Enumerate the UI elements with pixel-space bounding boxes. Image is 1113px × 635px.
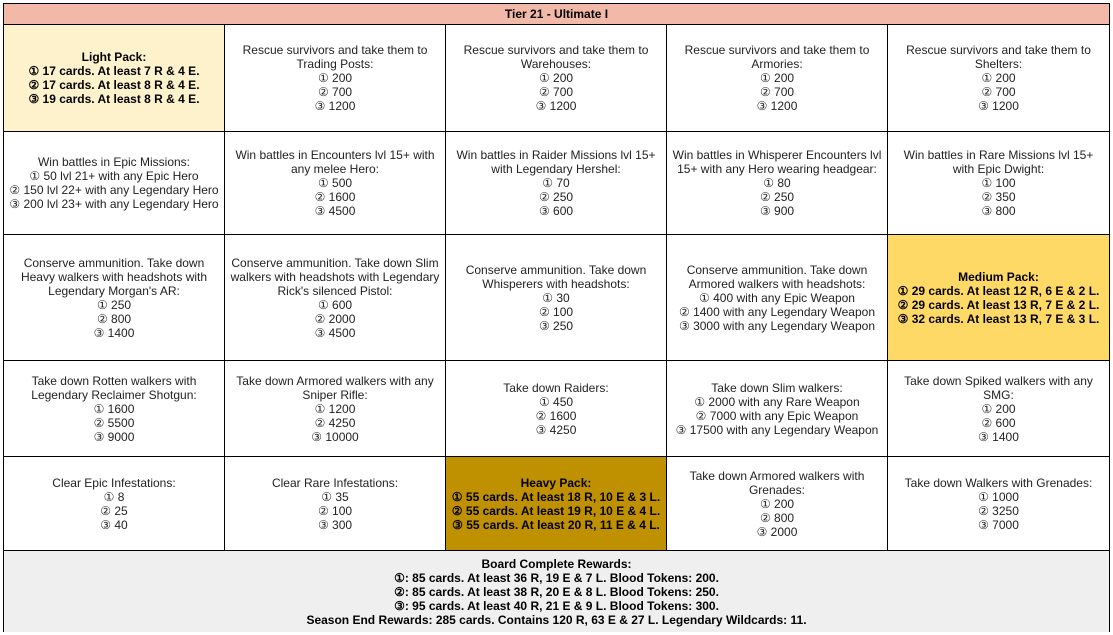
task-title: Take down Armored walkers with any Sniper Rifle: (236, 373, 434, 402)
task-cell (225, 235, 446, 361)
task-tier-line: ③ 1200 (756, 99, 798, 113)
pack-tier-line: ③ 19 cards. At least 8 R & 4 E. (28, 92, 200, 106)
task-title: Rescue survivors and take them to Warehouses: (463, 43, 649, 71)
task-tier-line: ③ 4500 (314, 325, 356, 340)
pack-tier-line: ② 17 cards. At least 8 R & 4 E. (28, 78, 200, 92)
task-tier-line: ② 100 (317, 503, 353, 518)
task-tier-line: ① 200 (538, 71, 574, 85)
task-tier-line: ① 400 with any Epic Weapon (699, 290, 855, 305)
task-tier-line: ② 700 (759, 85, 795, 99)
task-tier-line: ③ 3000 with any Legendary Weapon (678, 318, 875, 333)
task-tier-line: ③ 1200 (314, 99, 356, 113)
pack-tier-line: ③ 32 cards. At least 13 R, 7 E & 3 L. (897, 311, 1100, 326)
task-tier-line: ② 250 (538, 190, 574, 204)
task-tier-line: ① 50 lvl 21+ with any Epic Hero (29, 169, 199, 183)
task-tier-line: ② 1600 (535, 408, 577, 423)
task-cell (225, 457, 446, 551)
light-pack-cell (4, 25, 225, 132)
task-tier-line: ③ 4250 (535, 422, 577, 437)
task-tier-line: ② 3250 (978, 503, 1019, 518)
task-tier-line: ② 700 (981, 85, 1016, 99)
heavy-pack-cell (446, 457, 667, 551)
pack-title: Heavy Pack: (520, 475, 592, 490)
tier-title: Tier 21 - Ultimate I (4, 4, 1109, 25)
task-tier-line: ③ 200 lvl 23+ with any Legendary Hero (9, 197, 219, 211)
task-tier-line: ② 4250 (314, 415, 356, 430)
task-tier-line: ② 25 (100, 503, 128, 518)
pack-tier-line: ① 17 cards. At least 7 R & 4 E. (28, 64, 200, 78)
task-title: Take down Rotten walkers with Legendary Reclaimer Shotgun: (31, 373, 197, 402)
task-tier-line: ③ 7000 (978, 517, 1019, 532)
rewards-line: Season End Rewards: 285 cards. Contains 120 R, 63 E & 27 L. Legendary Wildcards: 11. (306, 612, 807, 627)
pack-title: Light Pack: (81, 50, 147, 64)
task-tier-line: ① 200 (317, 71, 353, 85)
task-title: Rescue survivors and take them to Armories: (684, 43, 870, 71)
task-tier-line: ① 70 (542, 176, 570, 190)
task-tier-line: ② 2000 (314, 311, 356, 326)
task-tier-line: ① 100 (981, 176, 1016, 190)
task-title: Rescue survivors and take them to Shelters: (906, 43, 1091, 71)
task-title: Clear Epic Infestations: (52, 475, 176, 490)
task-cell (667, 235, 888, 361)
task-tier-line: ③ 1400 (978, 429, 1019, 444)
task-title: Win battles in Rare Missions lvl 15+ with Epic Dwight: (903, 148, 1094, 176)
task-tier-line: ③ 9000 (93, 429, 135, 444)
task-cell (4, 132, 225, 235)
task-tier-line: ① 450 (538, 394, 574, 409)
task-cell (225, 361, 446, 457)
task-tier-line: ③ 1400 (93, 325, 135, 340)
task-tier-line: ③ 300 (317, 517, 353, 532)
task-title: Win battles in Whisperer Encounters lvl 15+ with any Hero wearing headgear: (672, 148, 882, 176)
task-grid (4, 25, 1109, 551)
task-tier-line: ① 35 (321, 489, 349, 504)
task-tier-line: ③ 1200 (978, 99, 1019, 113)
task-cell (667, 25, 888, 132)
task-tier-line: ① 1600 (93, 401, 135, 416)
task-tier-line: ① 2000 with any Rare Weapon (694, 394, 860, 409)
task-title: Conserve ammunition. Take down Armored walkers with headshots: (686, 262, 868, 291)
task-tier-line: ③ 600 (538, 204, 574, 218)
task-tier-line: ② 100 (538, 304, 574, 319)
task-tier-line: ② 700 (538, 85, 574, 99)
task-tier-line: ② 1600 (314, 190, 356, 204)
task-tier-line: ① 500 (317, 176, 353, 190)
task-tier-line: ② 700 (317, 85, 353, 99)
task-title: Take down Slim walkers: (711, 380, 843, 395)
task-tier-line: ③ 4500 (314, 204, 356, 218)
task-cell (225, 25, 446, 132)
task-tier-line: ② 600 (981, 415, 1016, 430)
task-title: Take down Spiked walkers with any SMG: (904, 373, 1093, 402)
task-tier-line: ③ 2000 (756, 524, 798, 539)
rewards-line: ①: 85 cards. At least 36 R, 19 E & 7 L. Blood Tokens: 200. (394, 570, 719, 585)
task-tier-line: ③ 40 (100, 517, 128, 532)
task-tier-line: ① 200 (981, 71, 1016, 85)
task-cell (446, 235, 667, 361)
task-title: Take down Walkers with Grenades: (904, 475, 1093, 490)
task-tier-line: ③ 17500 with any Legendary Weapon (675, 422, 879, 437)
pack-tier-line: ③ 55 cards. At least 20 R, 11 E & 4 L. (452, 517, 660, 532)
task-tier-line: ① 1000 (978, 489, 1019, 504)
pack-tier-line: ② 29 cards. At least 13 R, 7 E & 2 L. (897, 297, 1100, 312)
tier-board (3, 3, 1110, 632)
task-cell (667, 457, 888, 551)
task-title: Win battles in Encounters lvl 15+ with any melee Hero: (235, 148, 435, 176)
rewards-line: ③: 95 cards. At least 40 R, 21 E & 9 L. Blood Tokens: 300. (394, 598, 719, 613)
task-title: Conserve ammunition. Take down Heavy walkers with headshots with Legendary Morgan's AR: (20, 255, 208, 298)
task-tier-line: ① 250 (96, 297, 132, 312)
medium-pack-cell (888, 235, 1109, 361)
task-cell (4, 457, 225, 551)
task-cell (4, 361, 225, 457)
pack-tier-line: ② 55 cards. At least 19 R, 10 E & 4 L. (451, 503, 661, 518)
task-title: Win battles in Raider Missions lvl 15+ with Legendary Hershel: (456, 148, 656, 176)
pack-title: Medium Pack: (958, 269, 1039, 284)
task-cell (446, 361, 667, 457)
task-title: Clear Rare Infestations: (271, 475, 399, 490)
task-tier-line: ① 80 (763, 176, 791, 190)
pack-tier-line: ① 29 cards. At least 12 R, 6 E & 2 L. (897, 283, 1100, 298)
task-title: Take down Armored walkers with Grenades: (689, 468, 865, 497)
pack-tier-line: ① 55 cards. At least 18 R, 10 E & 3 L. (451, 489, 661, 504)
task-tier-line: ② 800 (96, 311, 132, 326)
task-tier-line: ② 5500 (93, 415, 135, 430)
task-tier-line: ③ 250 (538, 318, 574, 333)
task-tier-line: ① 8 (103, 489, 125, 504)
task-title: Win battles in Epic Missions: (37, 155, 191, 169)
task-tier-line: ① 200 (981, 401, 1016, 416)
task-tier-line: ③ 10000 (311, 429, 359, 444)
task-tier-line: ① 200 (759, 496, 795, 511)
rewards-heading: Board Complete Rewards: (481, 556, 632, 571)
task-tier-line: ③ 1200 (535, 99, 577, 113)
task-cell (446, 132, 667, 235)
task-cell (4, 235, 225, 361)
task-cell (225, 132, 446, 235)
board-complete-rewards (4, 551, 1109, 632)
task-cell (888, 25, 1109, 132)
task-tier-line: ② 250 (759, 190, 795, 204)
task-title: Take down Raiders: (503, 380, 609, 395)
task-tier-line: ② 7000 with any Epic Weapon (695, 408, 859, 423)
task-title: Conserve ammunition. Take down Slim walkers with headshots with Legendary Rick's silenced Pistol: (230, 255, 440, 298)
task-tier-line: ① 30 (542, 290, 570, 305)
task-tier-line: ② 150 lvl 22+ with any Legendary Hero (9, 183, 219, 197)
task-cell (446, 25, 667, 132)
task-tier-line: ② 350 (981, 190, 1016, 204)
task-cell (888, 457, 1109, 551)
task-cell (667, 132, 888, 235)
task-tier-line: ② 800 (759, 510, 795, 525)
task-cell (667, 361, 888, 457)
task-tier-line: ① 1200 (314, 401, 356, 416)
rewards-line: ②: 85 cards. At least 38 R, 20 E & 8 L. Blood Tokens: 250. (394, 584, 719, 599)
task-tier-line: ① 200 (759, 71, 795, 85)
task-tier-line: ③ 800 (981, 204, 1016, 218)
task-tier-line: ③ 900 (759, 204, 795, 218)
task-cell (888, 132, 1109, 235)
task-tier-line: ① 600 (317, 297, 353, 312)
task-cell (888, 361, 1109, 457)
task-tier-line: ② 1400 with any Legendary Weapon (678, 304, 875, 319)
task-title: Conserve ammunition. Take down Whisperers with headshots: (465, 262, 647, 291)
task-title: Rescue survivors and take them to Trading Posts: (242, 43, 428, 71)
